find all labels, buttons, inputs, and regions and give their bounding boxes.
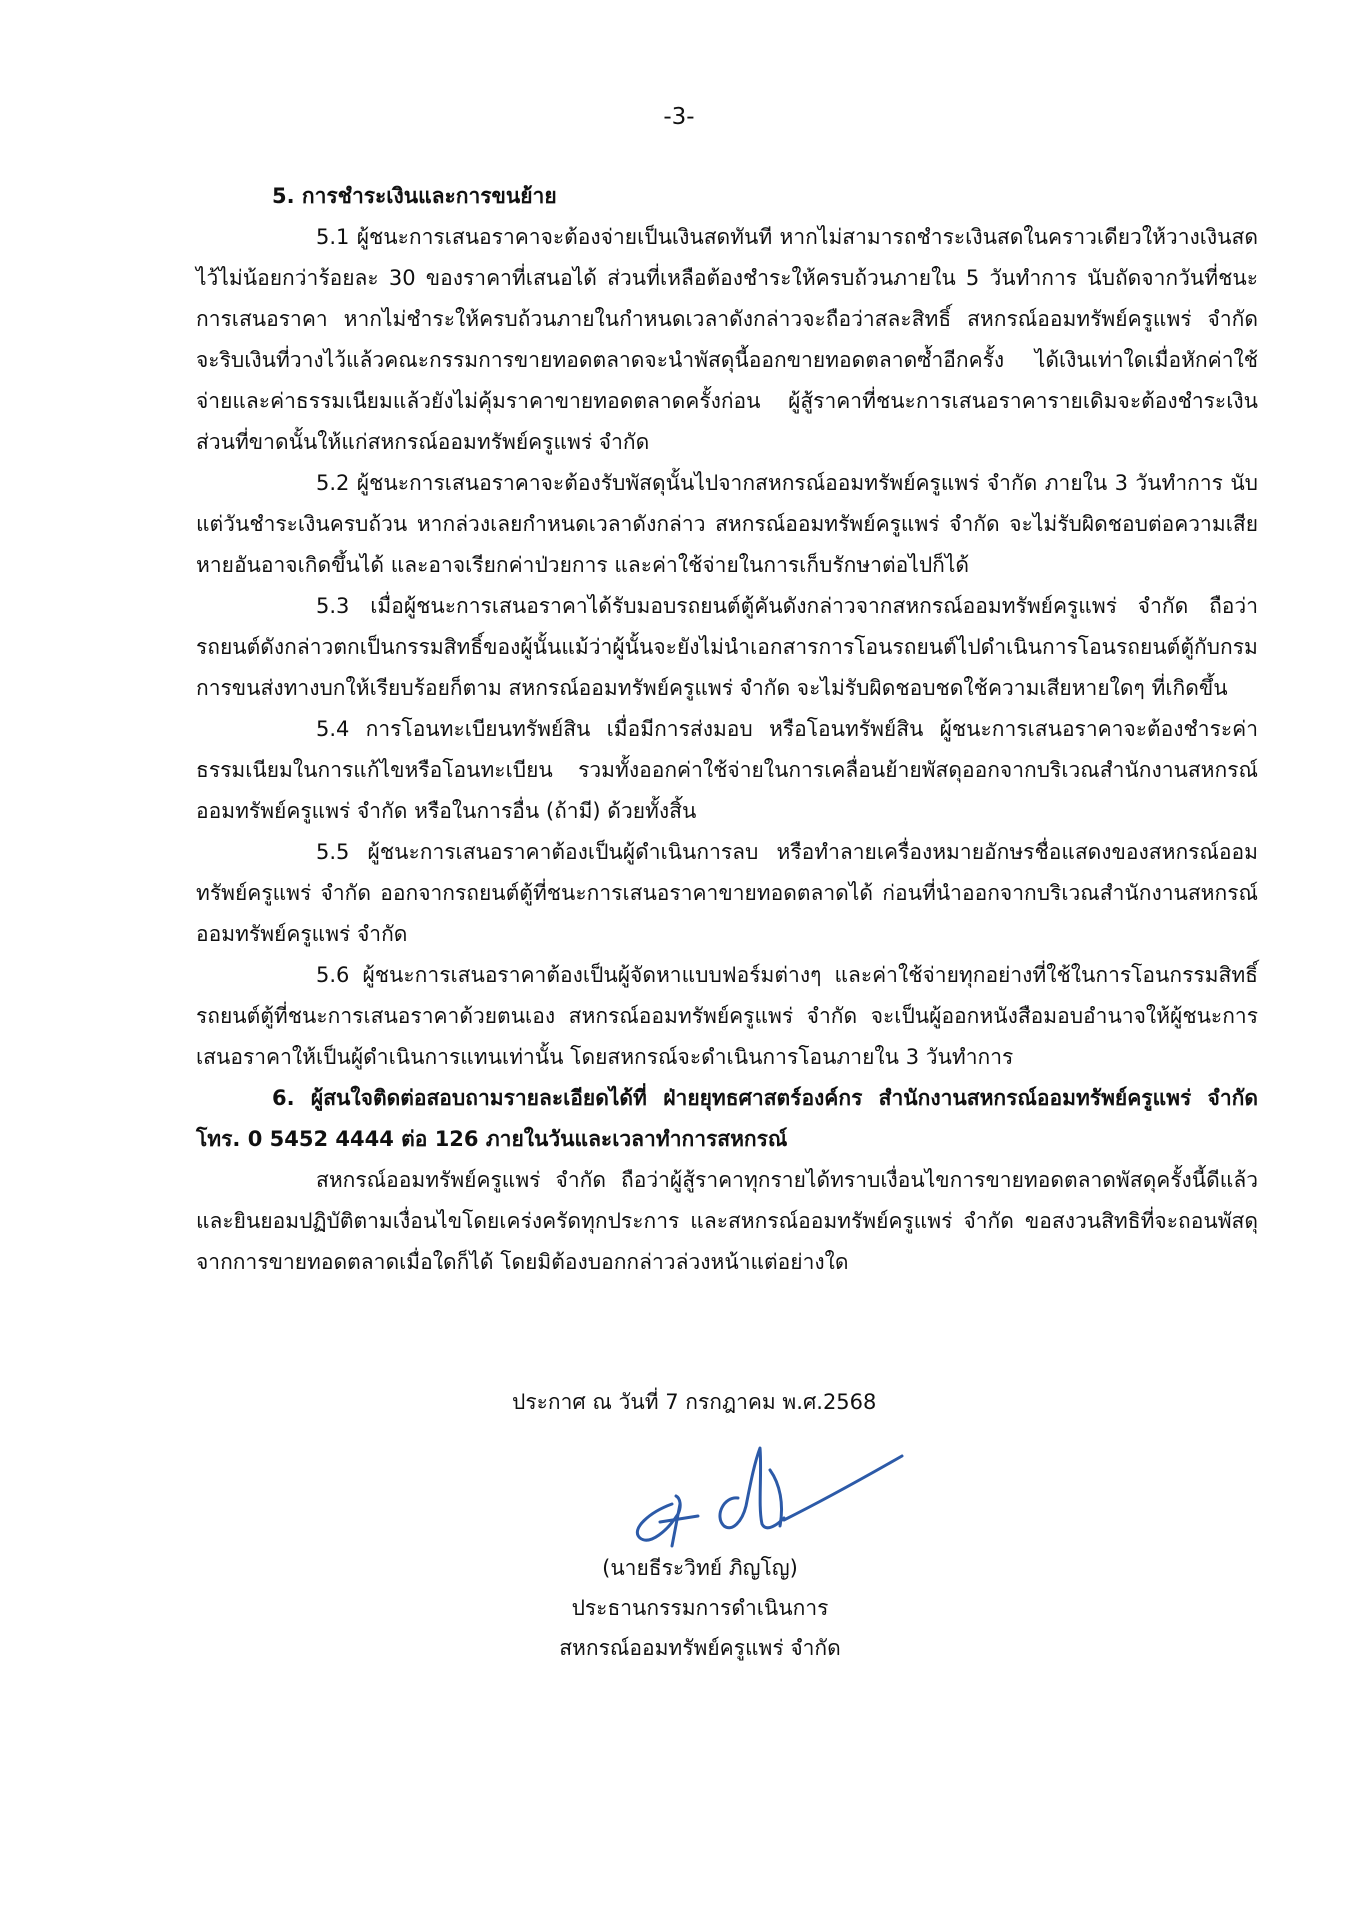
final-paragraph: สหกรณ์ออมทรัพย์ครูแพร่ จำกัด ถือว่าผู้สู้ราคาทุกรายได้ทราบเงื่อนไขการขายทอดตลาดพัสดุครั้งนี้ดีแล้ว และยินยอมปฏิบัติตามเงื่อนไขโดยเคร่งครัดทุกประการ และสหกรณ์ออมทรัพย์ครูแพร่ จำกัด ขอสงวนสิทธิที่จะถอนพัสดุจากการขายทอดตลาดเมื่อใดก็ได้ โดยมิต้องบอกกล่าวล่วงหน้าแต่อย่างใด bbox=[196, 1168, 1258, 1274]
clause-5-2: 5.2 ผู้ชนะการเสนอราคาจะต้องรับพัสดุนั้นไปจากสหกรณ์ออมทรัพย์ครูแพร่ จำกัด ภายใน 3 วันทำการ นับแต่วันชำระเงินครบถ้วน หากล่วงเลยกำหนดเวลาดังกล่าว สหกรณ์ออมทรัพย์ครูแพร่ จำกัด จะไม่รับผิดชอบต่อความเสียหายอันอาจเกิดขึ้นได้ และอาจเรียกค่าป่วยการ และค่าใช้จ่ายในการเก็บรักษาต่อไปก็ได้ bbox=[196, 471, 1258, 577]
signer-organization: สหกรณ์ออมทรัพย์ครูแพร่ จำกัด bbox=[559, 1636, 841, 1660]
section-6-contact: 6. ผู้สนใจติดต่อสอบถามรายละเอียดได้ที่ ฝ่ายยุทธศาสตร์องค์กร สำนักงานสหกรณ์ออมทรัพย์ครูแพร่ จำกัด โทร. 0 5452 4444 ต่อ 126 ภายในวันและเวลาทำการสหกรณ์ bbox=[196, 1086, 1258, 1151]
clause-5-5: 5.5 ผู้ชนะการเสนอราคาต้องเป็นผู้ดำเนินการลบ หรือทำลายเครื่องหมายอักษรชื่อแสดงของสหกรณ์ออมทรัพย์ครูแพร่ จำกัด ออกจากรถยนต์ตู้ที่ชนะการเสนอราคาขายทอดตลาดได้ ก่อนที่นำออกจากบริเวณสำนักงานสหกรณ์ออมทรัพย์ครูแพร่ จำกัด bbox=[196, 840, 1258, 946]
signature-image bbox=[620, 1434, 910, 1564]
section-5-heading: 5. การชำระเงินและการขนย้าย bbox=[272, 184, 557, 208]
signer-block bbox=[480, 1548, 920, 1668]
announcement-date: ประกาศ ณ วันที่ 7 กรกฎาคม พ.ศ.2568 bbox=[512, 1390, 877, 1414]
page-number: -3- bbox=[663, 104, 695, 130]
signer-name: (นายธีระวิทย์ ภิญโญ) bbox=[602, 1556, 798, 1580]
signer-position: ประธานกรรมการดำเนินการ bbox=[571, 1596, 829, 1620]
clause-5-4: 5.4 การโอนทะเบียนทรัพย์สิน เมื่อมีการส่งมอบ หรือโอนทรัพย์สิน ผู้ชนะการเสนอราคาจะต้องชำระค่าธรรมเนียมในการแก้ไขหรือโอนทะเบียน รวมทั้งออกค่าใช้จ่ายในการเคลื่อนย้ายพัสดุออกจากบริเวณสำนักงานสหกรณ์ออมทรัพย์ครูแพร่ จำกัด หรือในการอื่น (ถ้ามี) ด้วยทั้งสิ้น bbox=[196, 717, 1258, 823]
clause-5-1: 5.1 ผู้ชนะการเสนอราคาจะต้องจ่ายเป็นเงินสดทันที หากไม่สามารถชำระเงินสดในคราวเดียวให้วางเงินสดไว้ไม่น้อยกว่าร้อยละ 30 ของราคาที่เสนอได้ ส่วนที่เหลือต้องชำระให้ครบถ้วนภายใน 5 วันทำการ นับถัดจากวันที่ชนะการเสนอราคา หากไม่ชำระให้ครบถ้วนภายในกำหนดเวลาดังกล่าวจะถือว่าสละสิทธิ์ สหกรณ์ออมทรัพย์ครูแพร่ จำกัด จะริบเงินที่วางไว้แล้วคณะกรรมการขายทอดตลาดจะนำพัสดุนี้ออกขายทอดตลาดซ้ำอีกครั้ง ได้เงินเท่าใดเมื่อหักค่าใช้จ่ายและค่าธรรมเนียมแล้วยังไม่คุ้มราคาขายทอดตลาดครั้งก่อน ผู้สู้ราคาที่ชนะการเสนอราคารายเดิมจะต้องชำระเงินส่วนที่ขาดนั้นให้แก่สหกรณ์ออมทรัพย์ครูแพร่ จำกัด bbox=[196, 225, 1258, 454]
clause-5-6: 5.6 ผู้ชนะการเสนอราคาต้องเป็นผู้จัดหาแบบฟอร์มต่างๆ และค่าใช้จ่ายทุกอย่างที่ใช้ในการโอนกรรมสิทธิ์รถยนต์ตู้ที่ชนะการเสนอราคาด้วยตนเอง สหกรณ์ออมทรัพย์ครูแพร่ จำกัด จะเป็นผู้ออกหนังสือมอบอำนาจให้ผู้ชนะการเสนอราคาให้เป็นผู้ดำเนินการแทนเท่านั้น โดยสหกรณ์จะดำเนินการโอนภายใน 3 วันทำการ bbox=[196, 963, 1258, 1069]
document-body bbox=[196, 176, 1258, 1283]
clause-5-3: 5.3 เมื่อผู้ชนะการเสนอราคาได้รับมอบรถยนต์ตู้คันดังกล่าวจากสหกรณ์ออมทรัพย์ครูแพร่ จำกัด ถือว่ารถยนต์ดังกล่าวตกเป็นกรรมสิทธิ์ของผู้นั้นแม้ว่าผู้นั้นจะยังไม่นำเอกสารการโอนรถยนต์ไปดำเนินการโอนรถยนต์ตู้กับกรมการขนส่งทางบกให้เรียบร้อยก็ตาม สหกรณ์ออมทรัพย์ครูแพร่ จำกัด จะไม่รับผิดชอบชดใช้ความเสียหายใดๆ ที่เกิดขึ้น bbox=[196, 594, 1258, 700]
